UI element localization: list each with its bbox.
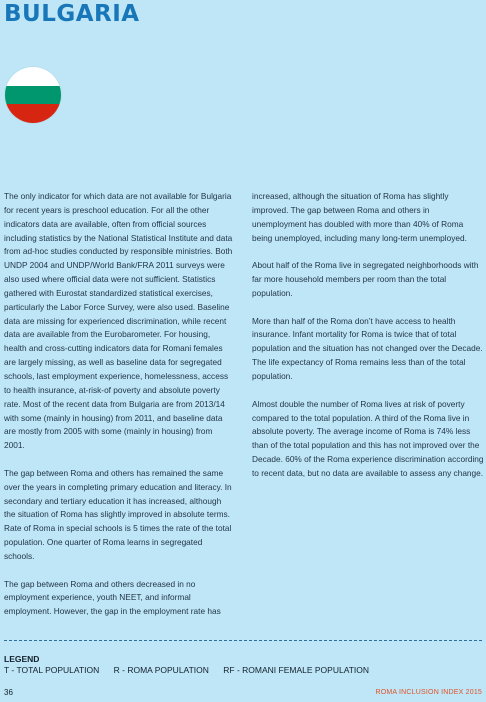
paragraph: More than half of the Roma don’t have access to health insurance. Infant mortality for Roma is twice that of total population and the situation has not changed over the Decade. The life expectancy of Roma remains less than of the total population.: [252, 315, 483, 381]
legend-item-romani-female: RF - ROMANI FEMALE POPULATION: [223, 665, 370, 675]
paragraph: The only indicator for which data are not available for Bulgaria for recent years is preschool education. For all the other indicators data are available, often from official sources including statistics by the National Statistical Institute and data from ad-hoc studies conducted by responsible ministries. Both UNDP 2004 and UNDP/World Bank/FRA 2011 surveys were also used where official data were not sufficient. Statistics gathered with Eurostat standardized statistical exercises, particularly the Labor Force Survey, were also used. Baseline data are missing for experienced discrimination, while recent data are available from the Eurobarometer. For housing, health and cross-cutting indicators data for Romani females are largely missing, as well as baseline data for segregated schools, last employment experience, homelessness, access to health insurance, at-risk-of poverty and absolute poverty rate. Most of the recent data from Bulgaria are from 2013/14 with some (mainly in housing) from 2011, and baseline data are mostly from 2005 with some (mainly in housing) from 2001.: [4, 191, 233, 451]
page-title: BULGARIA: [4, 1, 140, 27]
paragraph: The gap between Roma and others decreased in no employment experience, youth NEET, and informal employment. However, the gap in the employment rate has: [4, 578, 221, 617]
paragraph: The gap between Roma and others has remained the same over the years in completing primary education and literacy. In secondary and tertiary education it has increased, although the situation of Roma has slightly improved in absolute terms. Rate of Roma in special schools is 5 times the rate of the total population. One quarter of Roma learns in segregated schools.: [4, 467, 232, 561]
paragraph: increased, although the situation of Roma has slightly improved. The gap between Roma and others in unemployment has doubled with more than 40% of Roma being unemployed, including many long-term unemployed.: [252, 191, 467, 243]
flag-band-red: [5, 104, 61, 123]
legend-title: LEGEND: [4, 654, 40, 664]
paragraph: About half of the Roma live in segregated neighborhoods with far more household members per room than the total population.: [252, 260, 479, 298]
flag-band-green: [5, 86, 61, 105]
report-name: ROMA INCLUSION INDEX 2015: [375, 689, 482, 696]
right-text-column: [252, 190, 484, 495]
legend-item-total: T - TOTAL POPULATION: [4, 665, 100, 675]
bulgaria-flag-icon: [5, 67, 61, 123]
flag-band-white: [5, 67, 61, 86]
paragraph: Almost double the number of Roma lives at risk of poverty compared to the total population. A third of the Roma live in absolute poverty. The average income of Roma is 74% less than of the total population and this has not improved over the Decade. 60% of the Roma experience discrimination according to recent data, but no data are available to assess any change.: [252, 398, 484, 478]
legend-items: [4, 665, 381, 675]
legend-item-roma: R - ROMA POPULATION: [113, 665, 209, 675]
page-number: 36: [4, 688, 13, 697]
left-text-column: [4, 190, 234, 633]
legend-divider: [4, 640, 482, 641]
